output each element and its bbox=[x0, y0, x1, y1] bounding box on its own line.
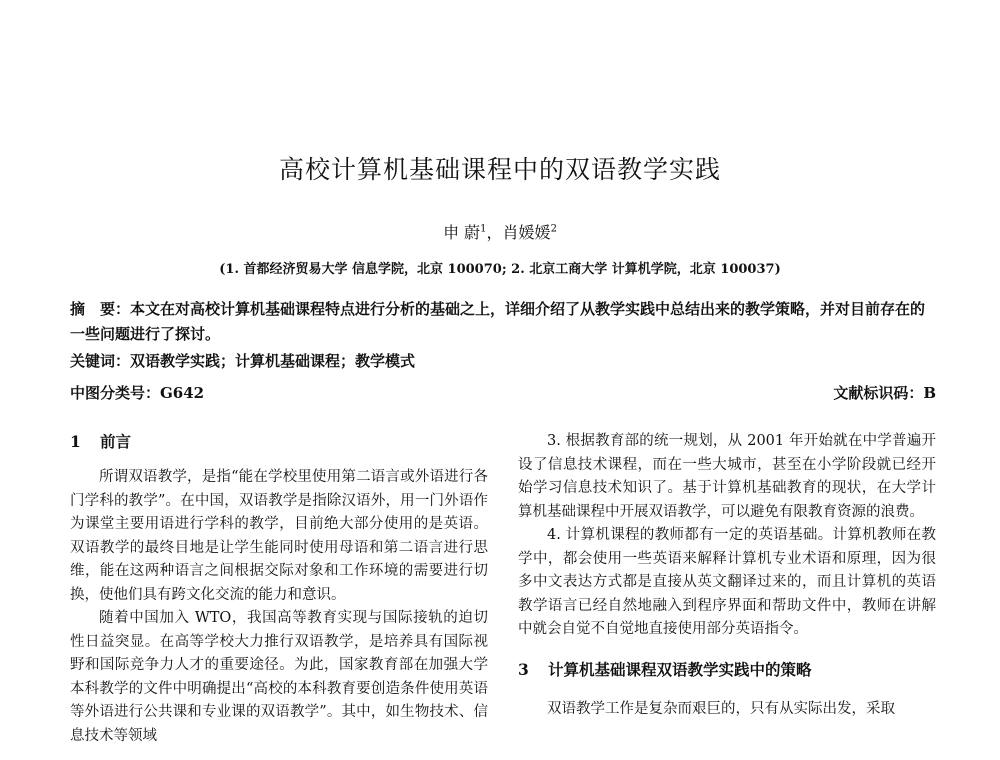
paragraph-5: 双语教学工作是复杂而艰巨的，只有从实际出发，采取 bbox=[547, 700, 895, 717]
author-separator: ， bbox=[486, 223, 503, 242]
section-1-title: 前言 bbox=[100, 432, 132, 451]
abstract-label: 摘 要： bbox=[70, 300, 131, 318]
affiliation: (1. 首都经济贸易大学 信息学院，北京 100070; 2. 北京工商大学 计算机学院，北京 100037) bbox=[219, 262, 781, 277]
keywords-label: 关键词： bbox=[70, 352, 131, 370]
author-1-affil-mark: 1 bbox=[480, 223, 487, 235]
paper-title: 高校计算机基础课程中的双语教学实践 bbox=[278, 155, 721, 184]
author-1: 申 蔚 bbox=[443, 223, 481, 242]
section-1-number: 1 bbox=[70, 432, 81, 451]
document-code: 文献标识码：B bbox=[833, 384, 936, 402]
paragraph-2: 随着中国加入 WTO，我国高等教育实现与国际接轨的迫切性日益突显。在高等学校大力推行双语教学，是培养具有国际视野和国际竞争力人才的重要途径。为此，国家教育部在加强大学本科教学的文件中明确提出“高校的本科教育要创造条件使用英语等外语进行公共课和专业课的双语教学”。其中，如生物技术、信息技术等领域 bbox=[70, 610, 488, 744]
clc-number: 中图分类号：G642 bbox=[70, 384, 205, 402]
author-2: 肖媛媛 bbox=[502, 223, 551, 242]
paragraph-4: 4. 计算机课程的教师都有一定的英语基础。计算机教师在教学中，都会使用一些英语来解释计算机专业术语和原理，因为很多中文表达方式都是直接从英文翻译过来的，而且计算机的英语教学语言已经自然地融入到程序界面和帮助文件中，教师在讲解中就会自觉不自觉地直接使用部分英语指令。 bbox=[518, 527, 936, 637]
abstract-text: 本文在对高校计算机基础课程特点进行分析的基础之上，详细介绍了从教学实践中总结出来的教学策略，并对目前存在的一些问题进行了探讨。 bbox=[70, 300, 926, 343]
keywords bbox=[70, 350, 936, 371]
paragraph-1: 所谓双语教学，是指“能在学校里使用第二语言或外语进行各门学科的教学”。在中国，双语教学是指除汉语外，用一门外语作为课堂主要用语进行学科的教学，目前绝大部分使用的是英语。双语教学的最终目地是让学生能同时使用母语和第二语言进行思维，能在这两种语言之间根据交际对象和工作环境的需要进行切换，使他们具有跨文化交流的能力和意识。 bbox=[70, 469, 488, 603]
section-3-title: 计算机基础课程双语教学实践中的策略 bbox=[548, 659, 812, 679]
section-3-heading bbox=[518, 658, 936, 684]
classification-row bbox=[70, 382, 936, 403]
paragraph-3: 3. 根据教育部的统一规划，从 2001 年开始就在中学普遍开设了信息技术课程，而在一些大城市，甚至在小学阶段就已经开始学习信息技术知识了。基于计算机基础教育的现状，在大学计算机基础课程中开展双语教学，可以避免有限教育资源的浪费。 bbox=[518, 433, 936, 520]
keywords-text: 双语教学实践；计算机基础课程；教学模式 bbox=[130, 352, 416, 370]
author-2-affil-mark: 2 bbox=[550, 223, 557, 235]
section-1-heading bbox=[70, 430, 488, 456]
left-column bbox=[70, 430, 488, 748]
section-3-number: 3 bbox=[518, 659, 529, 679]
abstract bbox=[70, 297, 936, 347]
author-line bbox=[0, 220, 1000, 243]
right-column bbox=[518, 430, 936, 721]
